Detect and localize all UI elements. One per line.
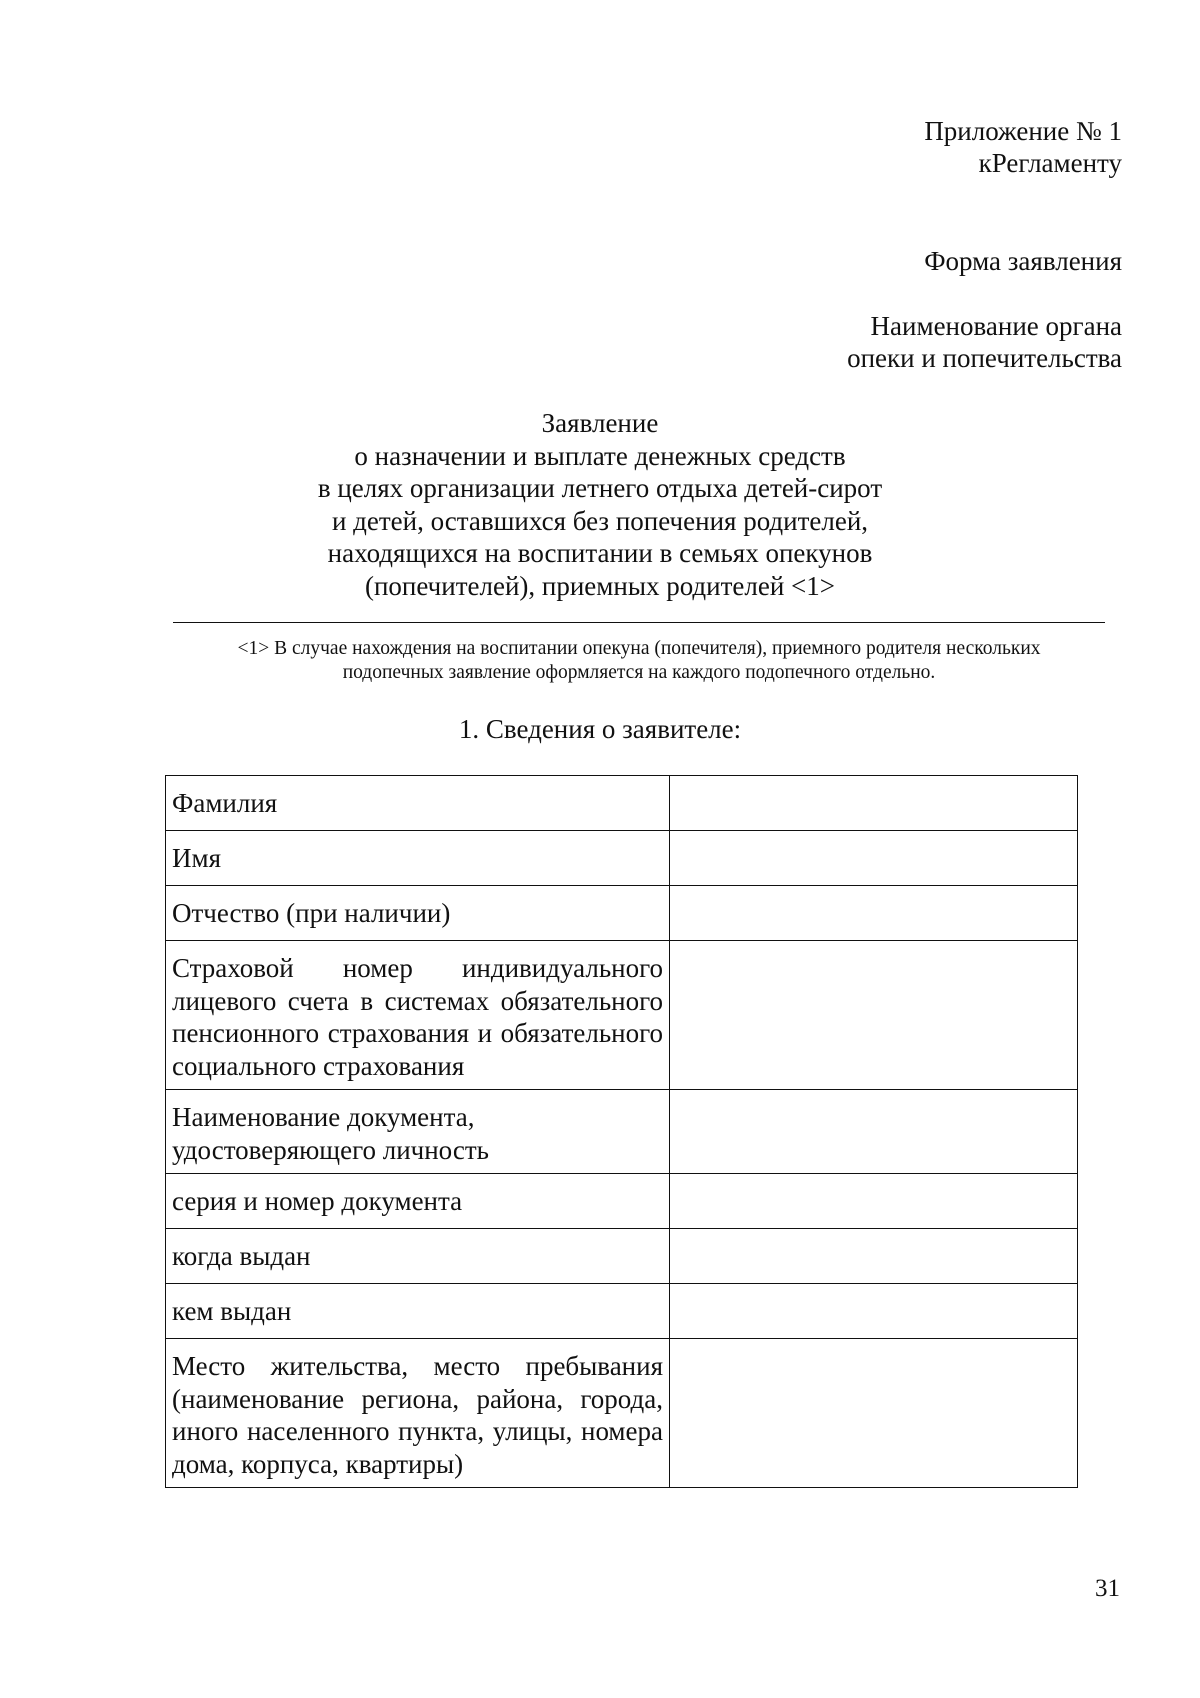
footnote — [160, 637, 1118, 685]
title-line-2: о назначении и выплате денежных средств — [354, 440, 846, 471]
row-value-issued-by[interactable] — [670, 1284, 1078, 1339]
table-row — [166, 886, 1078, 941]
row-label-id-document: Наименование документа, удостоверяющего личность — [166, 1090, 670, 1174]
row-value-snils[interactable] — [670, 941, 1078, 1090]
row-value-residence[interactable] — [670, 1339, 1078, 1488]
organ-name — [847, 310, 1122, 374]
section-heading: 1. Сведения о заявителе: — [458, 714, 742, 744]
row-label-issued-by: кем выдан — [166, 1284, 670, 1339]
document-title — [0, 407, 1200, 602]
title-line-3: в целях организации летнего отдыха детей-сирот — [317, 473, 883, 503]
title-line-4: и детей, оставшихся без попечения родителей, — [331, 505, 869, 536]
footnote-divider — [173, 622, 1105, 623]
row-value-patronymic[interactable] — [670, 886, 1078, 941]
row-label-surname: Фамилия — [166, 776, 670, 831]
footnote-line-2: подопечных заявление оформляется на каждого подопечного отдельно. — [342, 662, 936, 683]
table-row — [166, 941, 1078, 1090]
row-label-residence: Место жительства, место пребывания (наименование региона, района, города, иного населенного пункта, улицы, номера дома, корпуса, квартиры) — [166, 1339, 670, 1488]
title-line-5: находящихся на воспитании в семьях опекунов — [327, 538, 873, 568]
organ-line-1: Наименование органа — [870, 311, 1122, 341]
row-value-name[interactable] — [670, 831, 1078, 886]
table-row — [166, 831, 1078, 886]
form-label-text: Форма заявления — [924, 246, 1122, 276]
table-row — [166, 1284, 1078, 1339]
row-label-name: Имя — [166, 831, 670, 886]
applicant-info-table — [165, 775, 1078, 1488]
title-line-6: (попечителей), приемных родителей <1> — [364, 570, 836, 601]
table-row — [166, 1229, 1078, 1284]
row-label-patronymic: Отчество (при наличии) — [166, 886, 670, 941]
footnote-line-1: <1> В случае нахождения на воспитании опекуна (попечителя), приемного родителя нескольких — [237, 638, 1041, 659]
row-value-id-document[interactable] — [670, 1090, 1078, 1174]
table-row — [166, 1174, 1078, 1229]
title-line-1: Заявление — [541, 408, 659, 438]
appendix-reference — [924, 115, 1122, 179]
organ-line-2: опеки и попечительства — [847, 343, 1122, 373]
page-number: 31 — [1095, 1575, 1120, 1602]
appendix-line-2: кРегламенту — [978, 148, 1122, 178]
row-label-doc-number: серия и номер документа — [166, 1174, 670, 1229]
table-row — [166, 1339, 1078, 1488]
row-label-snils: Страховой номер индивидуального лицевого счета в системах обязательного пенсионного страхования и обязательного социального страхования — [166, 941, 670, 1090]
row-value-doc-number[interactable] — [670, 1174, 1078, 1229]
appendix-line-1: Приложение № 1 — [924, 116, 1122, 146]
row-label-issue-date: когда выдан — [166, 1229, 670, 1284]
form-label — [924, 245, 1122, 277]
table-row — [166, 1090, 1078, 1174]
row-value-issue-date[interactable] — [670, 1229, 1078, 1284]
row-value-surname[interactable] — [670, 776, 1078, 831]
table-row — [166, 776, 1078, 831]
